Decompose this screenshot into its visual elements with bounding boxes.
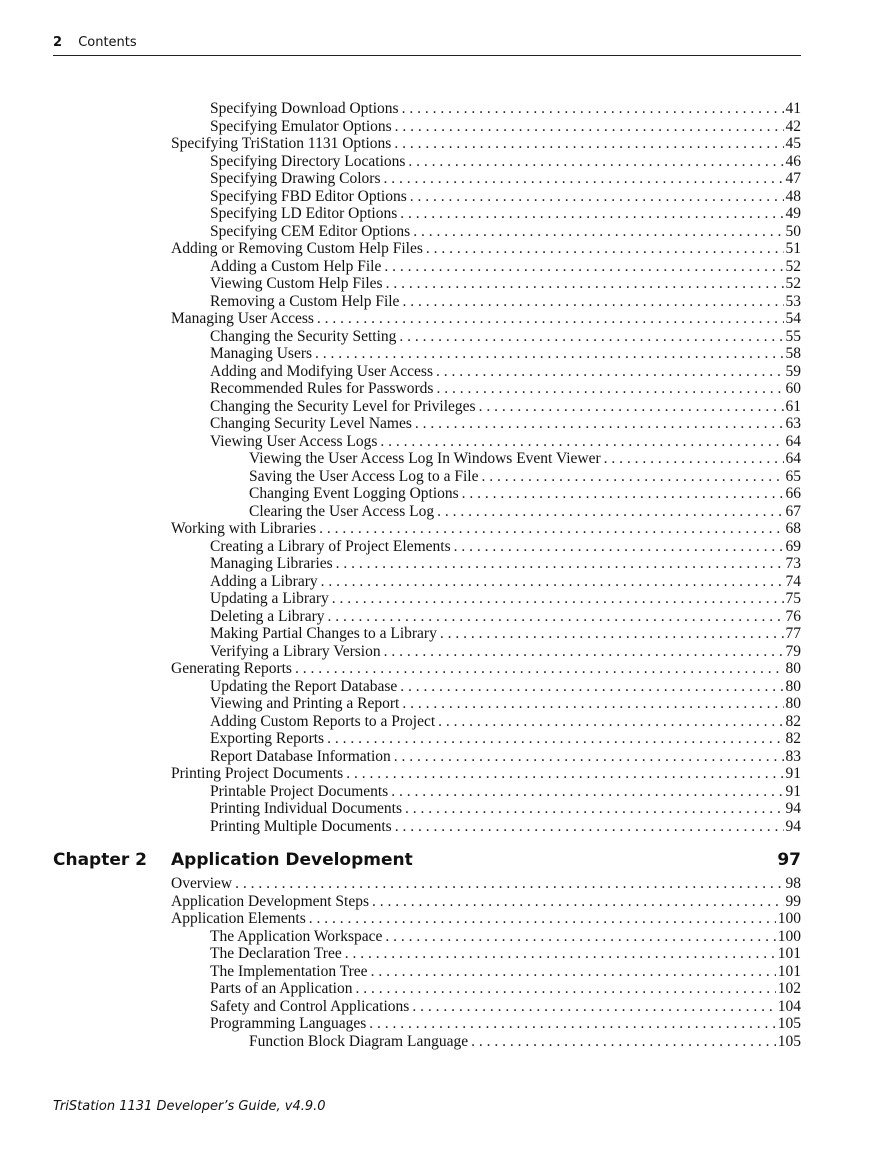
chapter-title: Application Development <box>171 850 413 870</box>
toc-entry[interactable] <box>171 765 801 782</box>
toc-entry[interactable] <box>210 223 801 240</box>
toc-entry-title: Printing Multiple Documents <box>210 817 392 835</box>
toc-entry[interactable] <box>171 135 801 152</box>
toc-entry-page: 64 <box>785 432 801 450</box>
toc-entry-page: 49 <box>785 205 801 222</box>
toc-entry-title: Updating a Library <box>210 590 329 607</box>
toc-entry[interactable] <box>210 275 801 292</box>
dot-leader <box>415 415 784 432</box>
toc-entry[interactable] <box>210 170 801 187</box>
toc-entry-page: 54 <box>785 310 801 327</box>
page-number: 2 <box>53 35 63 50</box>
toc-entry[interactable] <box>210 1015 801 1032</box>
toc-entry[interactable] <box>210 800 801 817</box>
toc-entry-page: 74 <box>785 572 801 590</box>
dot-leader <box>402 293 783 310</box>
dot-leader <box>402 695 783 712</box>
dot-leader <box>438 713 783 730</box>
toc-entry-page: 76 <box>785 607 801 625</box>
dot-leader <box>481 468 783 485</box>
toc-entry-page: 102 <box>777 980 801 997</box>
toc-entry-title: Deleting a Library <box>210 607 325 625</box>
toc-entry-title: Safety and Control Applications <box>210 997 410 1015</box>
dot-leader <box>295 660 784 677</box>
dot-leader <box>309 910 776 927</box>
toc-entry-title: Printing Project Documents <box>171 765 344 782</box>
toc-entry-title: Adding and Modifying User Access <box>210 362 433 380</box>
toc-entry-title: Verifying a Library Version <box>210 642 381 660</box>
dot-leader <box>315 345 783 362</box>
dot-leader <box>391 783 783 800</box>
toc-entry[interactable] <box>210 380 801 397</box>
toc-entry-title: Application Elements <box>171 910 306 927</box>
dot-leader <box>402 100 784 117</box>
dot-leader <box>332 590 784 607</box>
toc-entry-page: 69 <box>785 537 801 555</box>
toc-entry[interactable] <box>210 695 801 712</box>
toc-entry[interactable] <box>210 258 801 275</box>
toc-entry-page: 82 <box>785 730 801 747</box>
toc-entry-page: 98 <box>785 875 801 892</box>
toc-entry[interactable] <box>210 928 801 945</box>
dot-leader <box>471 1033 776 1050</box>
dot-leader <box>384 643 784 660</box>
toc-entry[interactable] <box>210 205 801 222</box>
dot-leader <box>395 818 784 835</box>
toc-entry[interactable] <box>210 998 801 1015</box>
toc-entry-page: 59 <box>785 362 801 380</box>
toc-entry[interactable] <box>249 485 801 502</box>
toc-entry-title: Generating Reports <box>171 660 292 677</box>
toc-entry[interactable] <box>171 310 801 327</box>
toc-entry-page: 82 <box>785 712 801 730</box>
dot-leader <box>369 1015 775 1032</box>
toc-entry-page: 55 <box>785 327 801 345</box>
toc-entry-title: Parts of an Application <box>210 980 353 997</box>
chapter-heading <box>53 850 801 872</box>
dot-leader <box>345 945 776 962</box>
toc-entry-title: Specifying Drawing Colors <box>210 170 381 187</box>
toc-entry[interactable] <box>210 590 801 607</box>
toc-entry[interactable] <box>171 240 801 257</box>
toc-entry-title: Changing Security Level Names <box>210 415 412 432</box>
toc-entry-page: 41 <box>785 100 801 117</box>
toc-entry-title: Adding Custom Reports to a Project <box>210 712 436 730</box>
dot-leader <box>327 608 783 625</box>
toc-entry-page: 60 <box>785 380 801 397</box>
dot-leader <box>336 555 784 572</box>
toc-entry-page: 52 <box>785 275 801 292</box>
dot-leader <box>413 223 783 240</box>
toc-entry[interactable] <box>171 893 801 910</box>
toc-entry-title: Adding a Custom Help File <box>210 257 382 275</box>
toc-entry-page: 64 <box>785 450 801 467</box>
toc-entry-title: Specifying FBD Editor Options <box>210 187 407 205</box>
toc-entry[interactable] <box>210 748 801 765</box>
toc-entry-page: 100 <box>777 910 801 927</box>
toc-entry-title: Changing the Security Setting <box>210 327 397 345</box>
toc-entry[interactable] <box>210 573 801 590</box>
dot-leader <box>380 433 783 450</box>
toc-entry[interactable] <box>210 555 801 572</box>
toc-entry[interactable] <box>210 783 801 800</box>
dot-leader <box>394 748 784 765</box>
dot-leader <box>454 538 784 555</box>
toc-entry[interactable] <box>210 945 801 962</box>
toc-entry-title: Managing Libraries <box>210 555 333 572</box>
dot-leader <box>399 328 783 345</box>
dot-leader <box>436 363 784 380</box>
toc-entry-page: 80 <box>785 660 801 677</box>
dot-leader <box>356 980 776 997</box>
toc-entry[interactable] <box>210 963 801 980</box>
toc-entry[interactable] <box>210 980 801 997</box>
toc-entry-title: Removing a Custom Help File <box>210 292 400 310</box>
toc-entry-page: 52 <box>785 257 801 275</box>
toc-entry-page: 48 <box>785 187 801 205</box>
toc-entry-title: Application Development Steps <box>171 892 370 910</box>
toc-entry-page: 99 <box>785 892 801 910</box>
toc-entry-title: Specifying TriStation 1131 Options <box>171 135 392 152</box>
toc-entry-page: 45 <box>785 135 801 152</box>
toc-entry-title: The Declaration Tree <box>210 945 342 962</box>
toc-entry-page: 91 <box>785 765 801 782</box>
toc-entry[interactable] <box>210 345 801 362</box>
toc-entry-page: 65 <box>785 467 801 485</box>
toc-entry-title: Printing Individual Documents <box>210 800 403 817</box>
dot-leader <box>405 800 783 817</box>
toc-entry-title: Managing User Access <box>171 310 314 327</box>
toc-entry-title: Report Database Information <box>210 747 391 765</box>
toc-entry-page: 47 <box>785 170 801 187</box>
toc-entry-page: 94 <box>785 817 801 835</box>
toc-entry[interactable] <box>249 1033 801 1050</box>
dot-leader <box>462 485 784 502</box>
toc-entry-page: 104 <box>777 997 801 1015</box>
toc-entry-page: 105 <box>777 1015 801 1032</box>
toc-entry[interactable] <box>210 328 801 345</box>
toc-entry-title: Specifying Directory Locations <box>210 152 406 170</box>
dot-leader <box>371 963 776 980</box>
toc-entry[interactable] <box>210 818 801 835</box>
toc-entry-title: Making Partial Changes to a Library <box>210 625 437 642</box>
toc-entry-page: 53 <box>785 292 801 310</box>
toc-entry-title: Programming Languages <box>210 1015 367 1032</box>
toc-entry-page: 61 <box>785 397 801 415</box>
toc-entry-page: 101 <box>777 945 801 962</box>
toc-entry-page: 105 <box>777 1032 801 1050</box>
dot-leader <box>346 765 783 782</box>
toc-entry-page: 67 <box>785 502 801 520</box>
toc-entry[interactable] <box>210 118 801 135</box>
toc-entry-page: 79 <box>785 642 801 660</box>
chapter-label: Chapter 2 <box>53 850 148 870</box>
toc-entry[interactable] <box>210 678 801 695</box>
toc-entry-title: Function Block Diagram Language <box>249 1032 469 1050</box>
dot-leader <box>383 170 783 187</box>
toc-entry[interactable] <box>171 910 801 927</box>
toc-entry-page: 101 <box>777 962 801 980</box>
toc-entry-title: Updating the Report Database <box>210 677 398 695</box>
toc-entry-title: The Application Workspace <box>210 927 383 945</box>
dot-leader <box>385 928 775 945</box>
toc-entry-title: Viewing Custom Help Files <box>210 275 383 292</box>
toc-entry-page: 46 <box>785 152 801 170</box>
toc-entry-page: 91 <box>785 782 801 800</box>
toc-entry[interactable] <box>210 188 801 205</box>
toc-entry[interactable] <box>210 538 801 555</box>
toc-entry[interactable] <box>210 153 801 170</box>
toc-entry[interactable] <box>171 660 801 677</box>
toc-entry[interactable] <box>210 625 801 642</box>
toc-entry-page: 63 <box>785 415 801 432</box>
dot-leader <box>235 875 783 892</box>
toc-entry[interactable] <box>210 433 801 450</box>
toc-entry-title: Specifying LD Editor Options <box>210 205 398 222</box>
dot-leader <box>479 398 784 415</box>
toc-entry-title: Viewing User Access Logs <box>210 432 378 450</box>
toc-entry-page: 80 <box>785 695 801 712</box>
dot-leader <box>426 240 784 257</box>
running-head: Contents <box>78 35 137 50</box>
dot-leader <box>317 310 784 327</box>
toc-entry-title: Clearing the User Access Log <box>249 502 435 520</box>
dot-leader <box>400 205 783 222</box>
toc-entry-page: 68 <box>785 520 801 537</box>
dot-leader <box>372 893 783 910</box>
dot-leader <box>386 275 784 292</box>
toc-entry-page: 51 <box>785 240 801 257</box>
dot-leader <box>410 188 784 205</box>
page-footer: TriStation 1131 Developer’s Guide, v4.9.0 <box>53 1099 326 1114</box>
toc-entry-page: 75 <box>785 590 801 607</box>
dot-leader <box>408 153 783 170</box>
dot-leader <box>319 520 783 537</box>
toc-entry-page: 83 <box>785 747 801 765</box>
toc-entry[interactable] <box>249 468 801 485</box>
toc-entry-title: Viewing and Printing a Report <box>210 695 400 712</box>
toc-entry-page: 100 <box>777 927 801 945</box>
page-header <box>53 35 801 56</box>
dot-leader <box>321 573 784 590</box>
toc-entry[interactable] <box>249 503 801 520</box>
toc-entry-title: Exporting Reports <box>210 730 325 747</box>
toc-entry-page: 66 <box>785 485 801 502</box>
toc-entry[interactable] <box>210 713 801 730</box>
toc-entry-title: Recommended Rules for Passwords <box>210 380 434 397</box>
toc-entry[interactable] <box>171 875 801 892</box>
toc-entry-page: 42 <box>785 117 801 135</box>
toc-entry-title: Overview <box>171 875 233 892</box>
toc-entry-title: Changing Event Logging Options <box>249 485 459 502</box>
toc-entry-title: Managing Users <box>210 345 313 362</box>
dot-leader <box>384 258 783 275</box>
toc-entry[interactable] <box>210 415 801 432</box>
dot-leader <box>400 678 783 695</box>
toc-entry[interactable] <box>210 100 801 117</box>
toc-entry-title: Adding a Library <box>210 572 318 590</box>
dot-leader <box>440 625 784 642</box>
toc-entry-title: Working with Libraries <box>171 520 317 537</box>
toc-entry-page: 50 <box>785 222 801 240</box>
toc-entry[interactable] <box>210 398 801 415</box>
toc-entry[interactable] <box>171 520 801 537</box>
dot-leader <box>437 503 783 520</box>
toc-entry-title: Printable Project Documents <box>210 782 389 800</box>
dot-leader <box>395 118 784 135</box>
toc-entry-title: Specifying CEM Editor Options <box>210 222 411 240</box>
dot-leader <box>412 998 775 1015</box>
toc-entry[interactable] <box>210 730 801 747</box>
toc-entry-page: 58 <box>785 345 801 362</box>
toc-entry[interactable] <box>210 293 801 310</box>
dot-leader <box>436 380 783 397</box>
toc-entry[interactable] <box>210 363 801 380</box>
dot-leader <box>394 135 783 152</box>
toc-entry-page: 94 <box>785 800 801 817</box>
toc-entry-title: Specifying Emulator Options <box>210 117 392 135</box>
toc-entry-page: 77 <box>785 625 801 642</box>
toc-entry-page: 80 <box>785 677 801 695</box>
toc-entry-title: Viewing the User Access Log In Windows Event Viewer <box>249 450 601 467</box>
toc-entry-title: Adding or Removing Custom Help Files <box>171 240 423 257</box>
toc-entry-title: Changing the Security Level for Privileges <box>210 397 476 415</box>
toc-entry-page: 73 <box>785 555 801 572</box>
toc-entry[interactable] <box>210 643 801 660</box>
toc-entry-title: Saving the User Access Log to a File <box>249 467 479 485</box>
toc-entry-title: Specifying Download Options <box>210 100 399 117</box>
dot-leader <box>327 730 783 747</box>
chapter-page: 97 <box>777 850 801 870</box>
toc-entry[interactable] <box>210 608 801 625</box>
toc-entry[interactable] <box>249 450 801 467</box>
toc-entry-title: Creating a Library of Project Elements <box>210 537 451 555</box>
dot-leader <box>604 450 784 467</box>
toc-entry-title: The Implementation Tree <box>210 962 368 980</box>
